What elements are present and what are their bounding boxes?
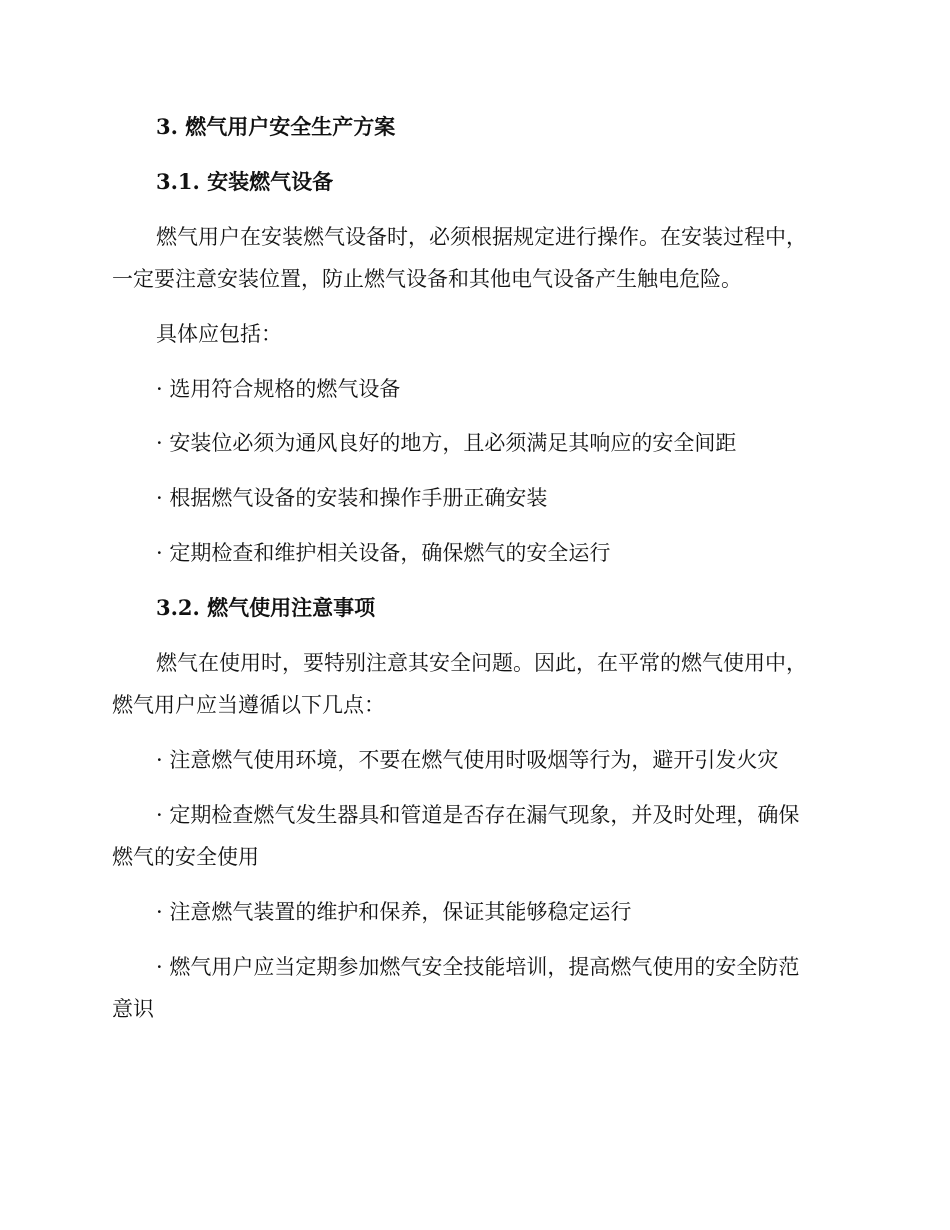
list-item-continuation: 意识 <box>112 997 154 1021</box>
list-item: · 注意燃气使用环境，不要在燃气使用时吸烟等行为，避开引发火灾 <box>156 748 779 772</box>
subsection-heading-usage: 3.2. 燃气使用注意事项 <box>156 595 376 620</box>
list-item: · 燃气用户应当定期参加燃气安全技能培训，提高燃气使用的安全防范 <box>156 955 800 979</box>
list-item: · 注意燃气装置的维护和保养，保证其能够稳定运行 <box>156 900 632 924</box>
list-item: · 定期检查燃气发生器具和管道是否存在漏气现象，并及时处理，确保 <box>156 803 800 827</box>
paragraph-install-line-2: 一定要注意安装位置，防止燃气设备和其他电气设备产生触电危险。 <box>112 267 742 291</box>
paragraph-usage-line-1: 燃气在使用时，要特别注意其安全问题。因此，在平常的燃气使用中， <box>156 651 807 675</box>
list-item: · 选用符合规格的燃气设备 <box>156 377 401 401</box>
list-item: · 安装位必须为通风良好的地方，且必须满足其响应的安全间距 <box>156 431 737 455</box>
list-lead-text: 具体应包括： <box>156 322 282 346</box>
subsection-heading-install: 3.1. 安装燃气设备 <box>156 169 334 194</box>
section-heading: 3. 燃气用户安全生产方案 <box>156 114 396 139</box>
list-item-continuation: 燃气的安全使用 <box>112 845 259 869</box>
list-item: · 根据燃气设备的安装和操作手册正确安装 <box>156 486 548 510</box>
paragraph-install-line-1: 燃气用户在安装燃气设备时，必须根据规定进行操作。在安装过程中， <box>156 225 807 249</box>
list-item: · 定期检查和维护相关设备，确保燃气的安全运行 <box>156 541 611 565</box>
paragraph-usage-line-2: 燃气用户应当遵循以下几点： <box>112 693 385 717</box>
